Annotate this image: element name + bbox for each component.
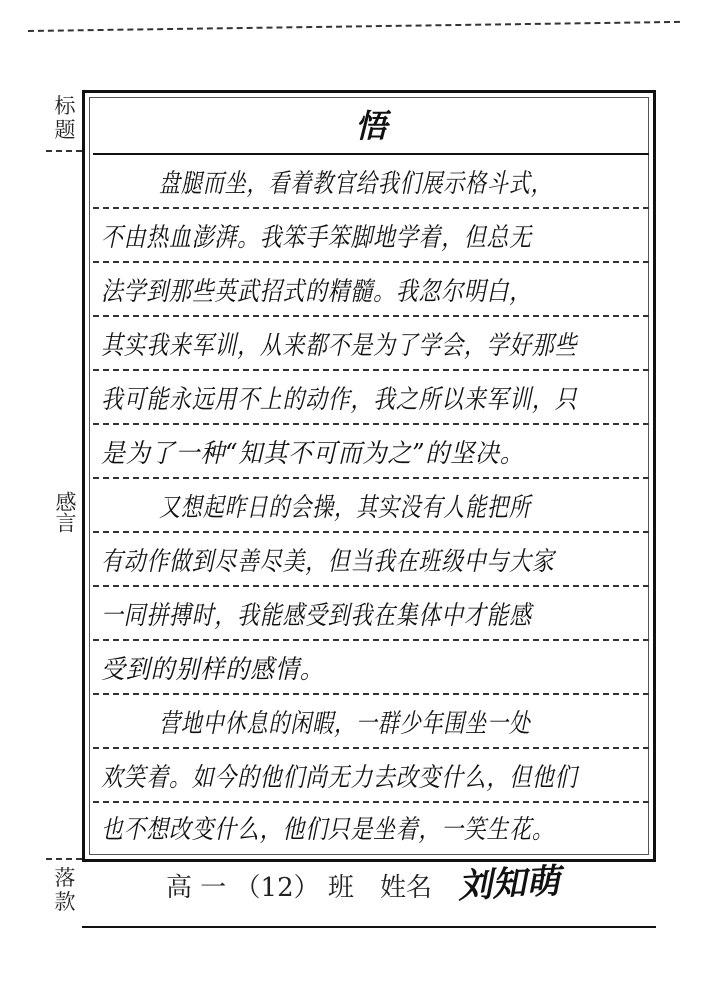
essay-line-text: 是为了一种“知其不可而为之”的坚决。 xyxy=(101,439,525,469)
essay-line-text: 欢笑着。如今的他们尚无力去改变什么，但他们 xyxy=(101,763,578,793)
essay-line-text: 其实我来军训，从来都不是为了学会，学好那些 xyxy=(101,331,578,361)
sign-side-label: 落 款 xyxy=(54,866,76,914)
essay-line xyxy=(93,587,649,641)
essay-line xyxy=(93,425,649,479)
name-label: 姓名 xyxy=(380,873,433,903)
essay-line-text: 也不想改变什么，他们只是坐着，一笑生花。 xyxy=(101,815,555,845)
essay-line-text: 受到的别样的感情。 xyxy=(101,655,325,685)
essay-line xyxy=(93,479,649,533)
footer-bottom-line xyxy=(82,926,656,928)
title-side-label: 标 题 xyxy=(54,94,76,142)
essay-line xyxy=(93,209,649,263)
essay-line-text: 不由热血澎湃。我笨手笨脚地学着，但总无 xyxy=(101,223,532,253)
essay-line-text: 我可能永远用不上的动作，我之所以来军训，只 xyxy=(101,385,578,415)
essay-line xyxy=(93,317,649,371)
essay-line xyxy=(93,749,649,803)
title-row xyxy=(93,97,649,155)
body-side-label: 感言 xyxy=(53,491,77,533)
essay-line xyxy=(93,371,649,425)
class-label: 高 一 （12） 班 xyxy=(166,873,354,903)
essay-line xyxy=(93,533,649,587)
side-divider-sign xyxy=(46,858,82,860)
essay-line xyxy=(93,803,649,853)
essay-line-text: 又想起昨日的会操，其实没有人能把所 xyxy=(159,493,531,523)
essay-line xyxy=(93,641,649,695)
essay-line-text: 一同拼搏时，我能感受到我在集体中才能感 xyxy=(101,601,532,631)
student-signature: 刘知萌 xyxy=(457,861,561,907)
essay-line xyxy=(93,695,649,749)
essay-line-text: 盘腿而坐，看着教官给我们展示格斗式， xyxy=(159,169,553,199)
essay-line-text: 营地中休息的闲暇，一群少年围坐一处 xyxy=(159,709,531,739)
essay-line xyxy=(93,155,649,209)
essay-line xyxy=(93,263,649,317)
essay-line-text: 法学到那些英武招式的精髓。我忽尔明白， xyxy=(101,277,532,307)
essay-line-text: 有动作做到尽善尽美，但当我在班级中与大家 xyxy=(101,547,555,577)
essay-title: 悟 xyxy=(354,107,387,145)
cut-line xyxy=(28,21,680,32)
essay-frame xyxy=(82,90,656,862)
side-divider-title xyxy=(46,150,82,152)
